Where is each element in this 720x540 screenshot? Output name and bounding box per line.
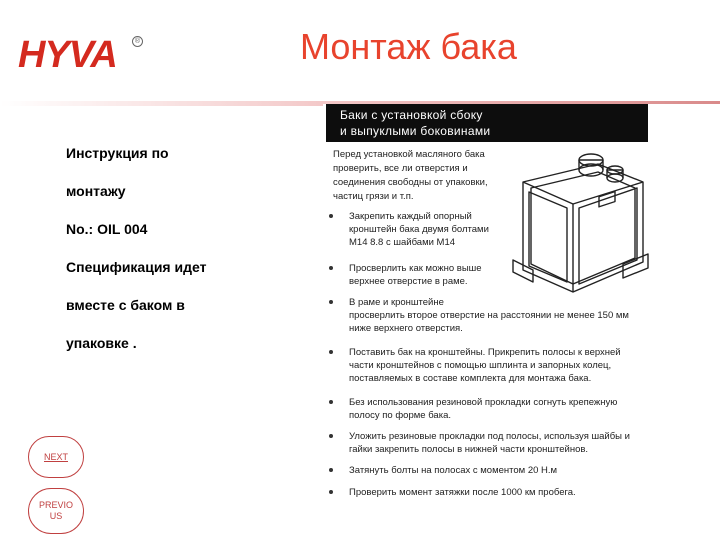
- sheet-heading-line: Баки с установкой сбоку: [340, 108, 483, 122]
- intro-line: Перед установкой масляного бака: [333, 149, 485, 160]
- bullet-dot: [329, 434, 333, 438]
- bullet-line: верхнее отверстие в раме.: [349, 276, 468, 287]
- bullet-line: M14 8.8 с шайбами M14: [349, 237, 456, 248]
- bullet-dot: [329, 468, 333, 472]
- instruction-line: вместе с баком в: [66, 297, 185, 313]
- bullet-line: Закрепить каждый опорный: [349, 211, 472, 222]
- bullet-dot: [329, 266, 333, 270]
- instruction-line: Инструкция по: [66, 145, 169, 161]
- sheet-heading: [326, 104, 648, 142]
- instruction-line: No.: OIL 004: [66, 221, 148, 237]
- right-margin: [653, 104, 720, 540]
- bullet-line: Поставить бак на кронштейны. Прикрепить полосы к верхней: [349, 347, 621, 358]
- bullet-line: ниже верхнего отверстия.: [349, 323, 463, 334]
- intro-line: соединения свободны от упаковки,: [333, 177, 488, 188]
- scanned-instruction-sheet: [323, 104, 653, 540]
- instruction-line: монтажу: [66, 183, 126, 199]
- bullet-line: Уложить резиновые прокладки под полосы, используя шайбы и: [349, 431, 630, 442]
- instruction-text: [66, 125, 266, 372]
- logo-text: HYVA: [18, 34, 117, 76]
- bullet-dot: [329, 214, 333, 218]
- intro-line: проверить, все ли отверстия и: [333, 163, 468, 174]
- previous-button-label-line2: US: [49, 511, 63, 521]
- bullet-line: просверлить второе отверстие на расстоянии не менее 150 мм: [349, 310, 629, 321]
- bullet-line: Затянуть болты на полосах с моментом 20 Н.м: [349, 465, 558, 476]
- registered-mark: ®: [132, 36, 143, 47]
- page-title: Монтаж бака: [300, 26, 517, 67]
- bullet-dot: [329, 300, 333, 304]
- bullet-line: поставляемых в составе комплекта для монтажа бака.: [349, 373, 592, 384]
- bullet-line: гайки закрепить полосы в нижней части кронштейнов.: [349, 444, 589, 455]
- bullet-line: Просверлить как можно выше: [349, 263, 482, 274]
- bullet-line: кронштейн бака двумя болтами: [349, 224, 489, 235]
- bullet-line: полосу по форме бака.: [349, 410, 451, 421]
- next-button-label: NEXT: [43, 452, 68, 462]
- bullet-line: Без использования резиновой прокладки согнуть крепежную: [349, 397, 618, 408]
- instruction-line: упаковке .: [66, 335, 137, 351]
- next-button[interactable]: [28, 436, 84, 478]
- sheet-intro: [333, 148, 513, 204]
- header: [0, 0, 720, 104]
- instruction-line: Спецификация идет: [66, 259, 207, 275]
- hyva-logo: [18, 34, 141, 77]
- sheet-heading-line: и выпуклыми боковинами: [340, 124, 491, 138]
- bullet-line: Проверить момент затяжки после 1000 км пробега.: [349, 487, 576, 498]
- bullet-dot: [329, 490, 333, 494]
- bullet-line: В раме и кронштейне: [349, 297, 444, 308]
- bullet-dot: [329, 350, 333, 354]
- previous-button-label-line1: PREVIO: [38, 500, 73, 510]
- bullet-line: части кронштейнов с помощью шплинта и запорных колец,: [349, 360, 612, 371]
- intro-line: частиц грязи и т.п.: [333, 191, 414, 202]
- bullet-dot: [329, 400, 333, 404]
- previous-button[interactable]: [28, 488, 84, 534]
